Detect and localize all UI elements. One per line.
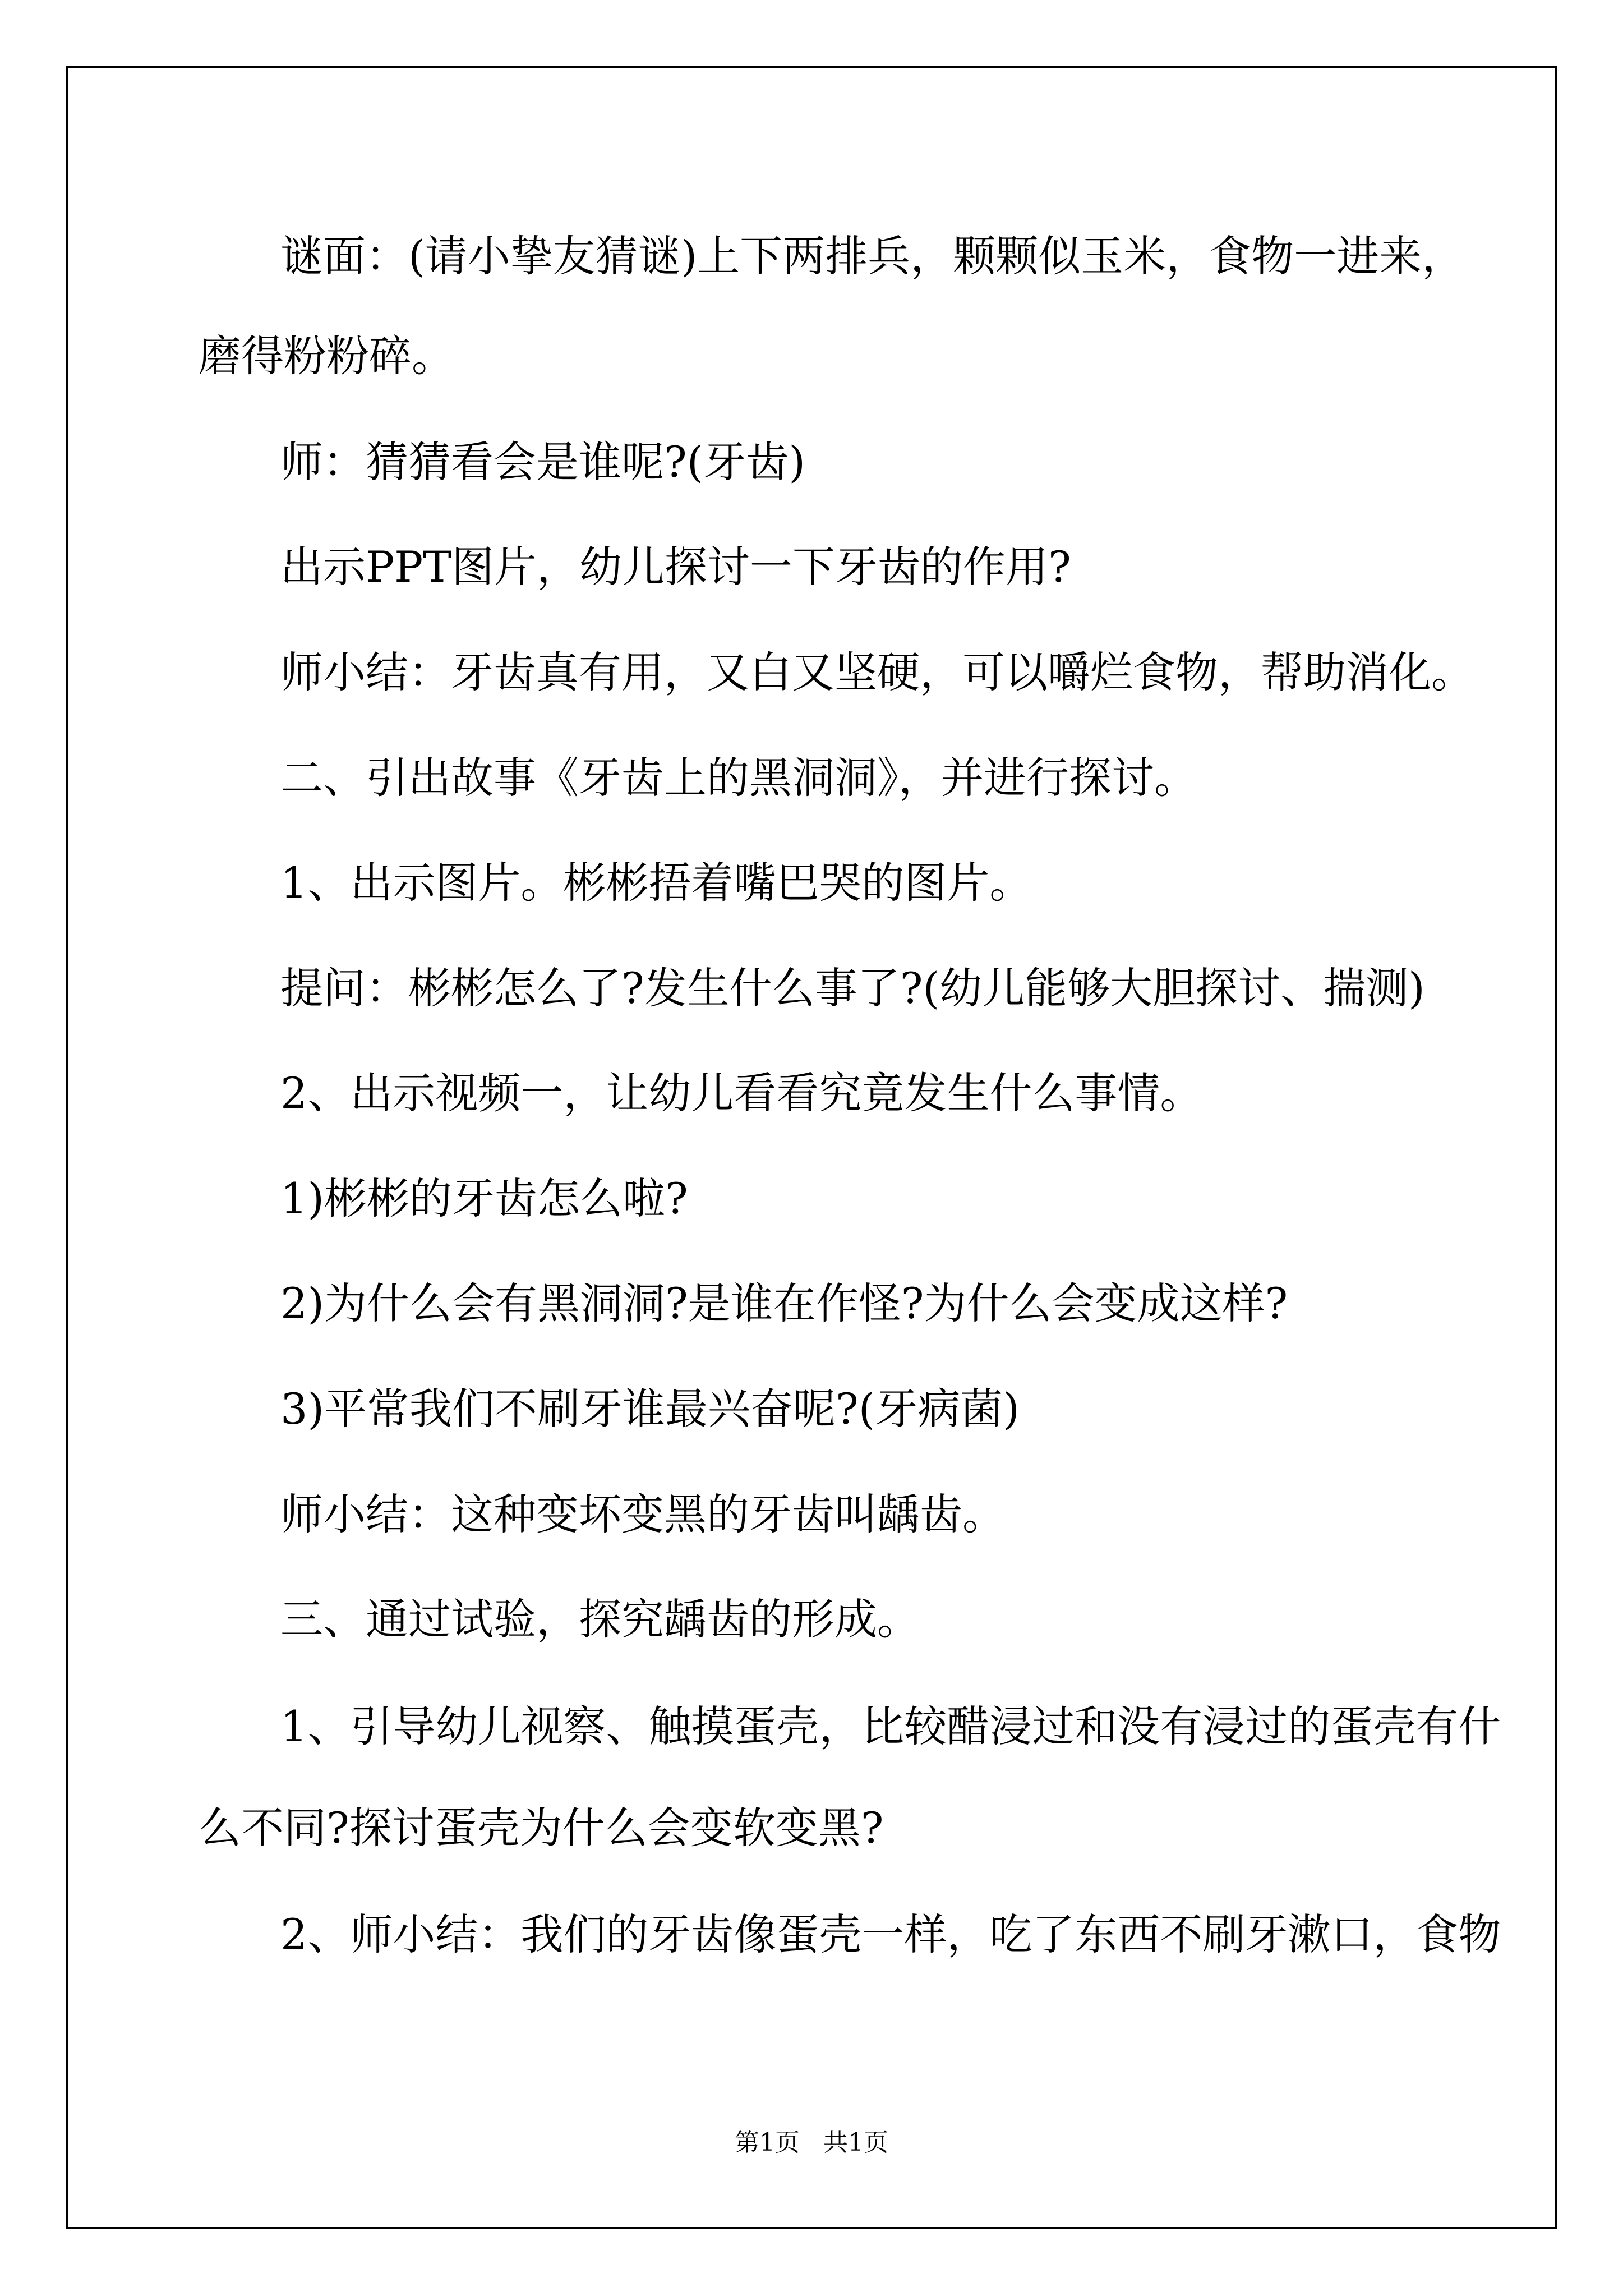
teacher-question-paragraph: 师：猜猜看会是谁呢?(牙齿) [280,437,806,487]
section-two-heading: 二、引出故事《牙齿上的黑洞洞》，并进行探讨。 [280,753,1197,803]
page-footer: 第1页 共1页 [735,2128,888,2157]
step-two-paragraph: 2、出示视频一，让幼儿看看究竟发生什么事情。 [280,1068,1203,1118]
caries-summary-paragraph: 师小结：这种变坏变黑的牙齿叫龋齿。 [280,1489,1005,1539]
sub-question-3: 3)平常我们不刷牙谁最兴奋呢?(牙病菌) [280,1384,1020,1434]
page-border [66,66,1557,2229]
final-summary-paragraph: 2、师小结：我们的牙齿像蛋壳一样，吃了东西不刷牙漱口，食物 [280,1910,1501,1959]
experiment-paragraph: 1、引导幼儿视察、触摸蛋壳，比较醋浸过和没有浸过的蛋壳有什 [280,1701,1501,1751]
question-paragraph: 提问：彬彬怎么了?发生什么事了?(幼儿能够大胆探讨、揣测) [280,963,1425,1013]
step-one-paragraph: 1、出示图片。彬彬捂着嘴巴哭的图片。 [280,858,1032,908]
teacher-summary-paragraph: 师小结：牙齿真有用，又白又坚硬，可以嚼烂食物，帮助消化。 [280,647,1474,697]
sub-question-1: 1)彬彬的牙齿怎么啦? [280,1174,688,1223]
ppt-discussion-paragraph: 出示PPT图片，幼儿探讨一下牙齿的作用? [280,542,1071,592]
riddle-paragraph-continued: 磨得粉粉碎。 [199,331,454,381]
sub-question-2: 2)为什么会有黑洞洞?是谁在作怪?为什么会变成这样? [280,1278,1288,1328]
experiment-paragraph-continued: 么不同?探讨蛋壳为什么会变软变黑? [199,1803,884,1853]
section-three-heading: 三、通过试验，探究龋齿的形成。 [280,1594,920,1644]
riddle-paragraph: 谜面：(请小挚友猜谜)上下两排兵，颗颗似玉米，食物一进来， [280,231,1465,281]
